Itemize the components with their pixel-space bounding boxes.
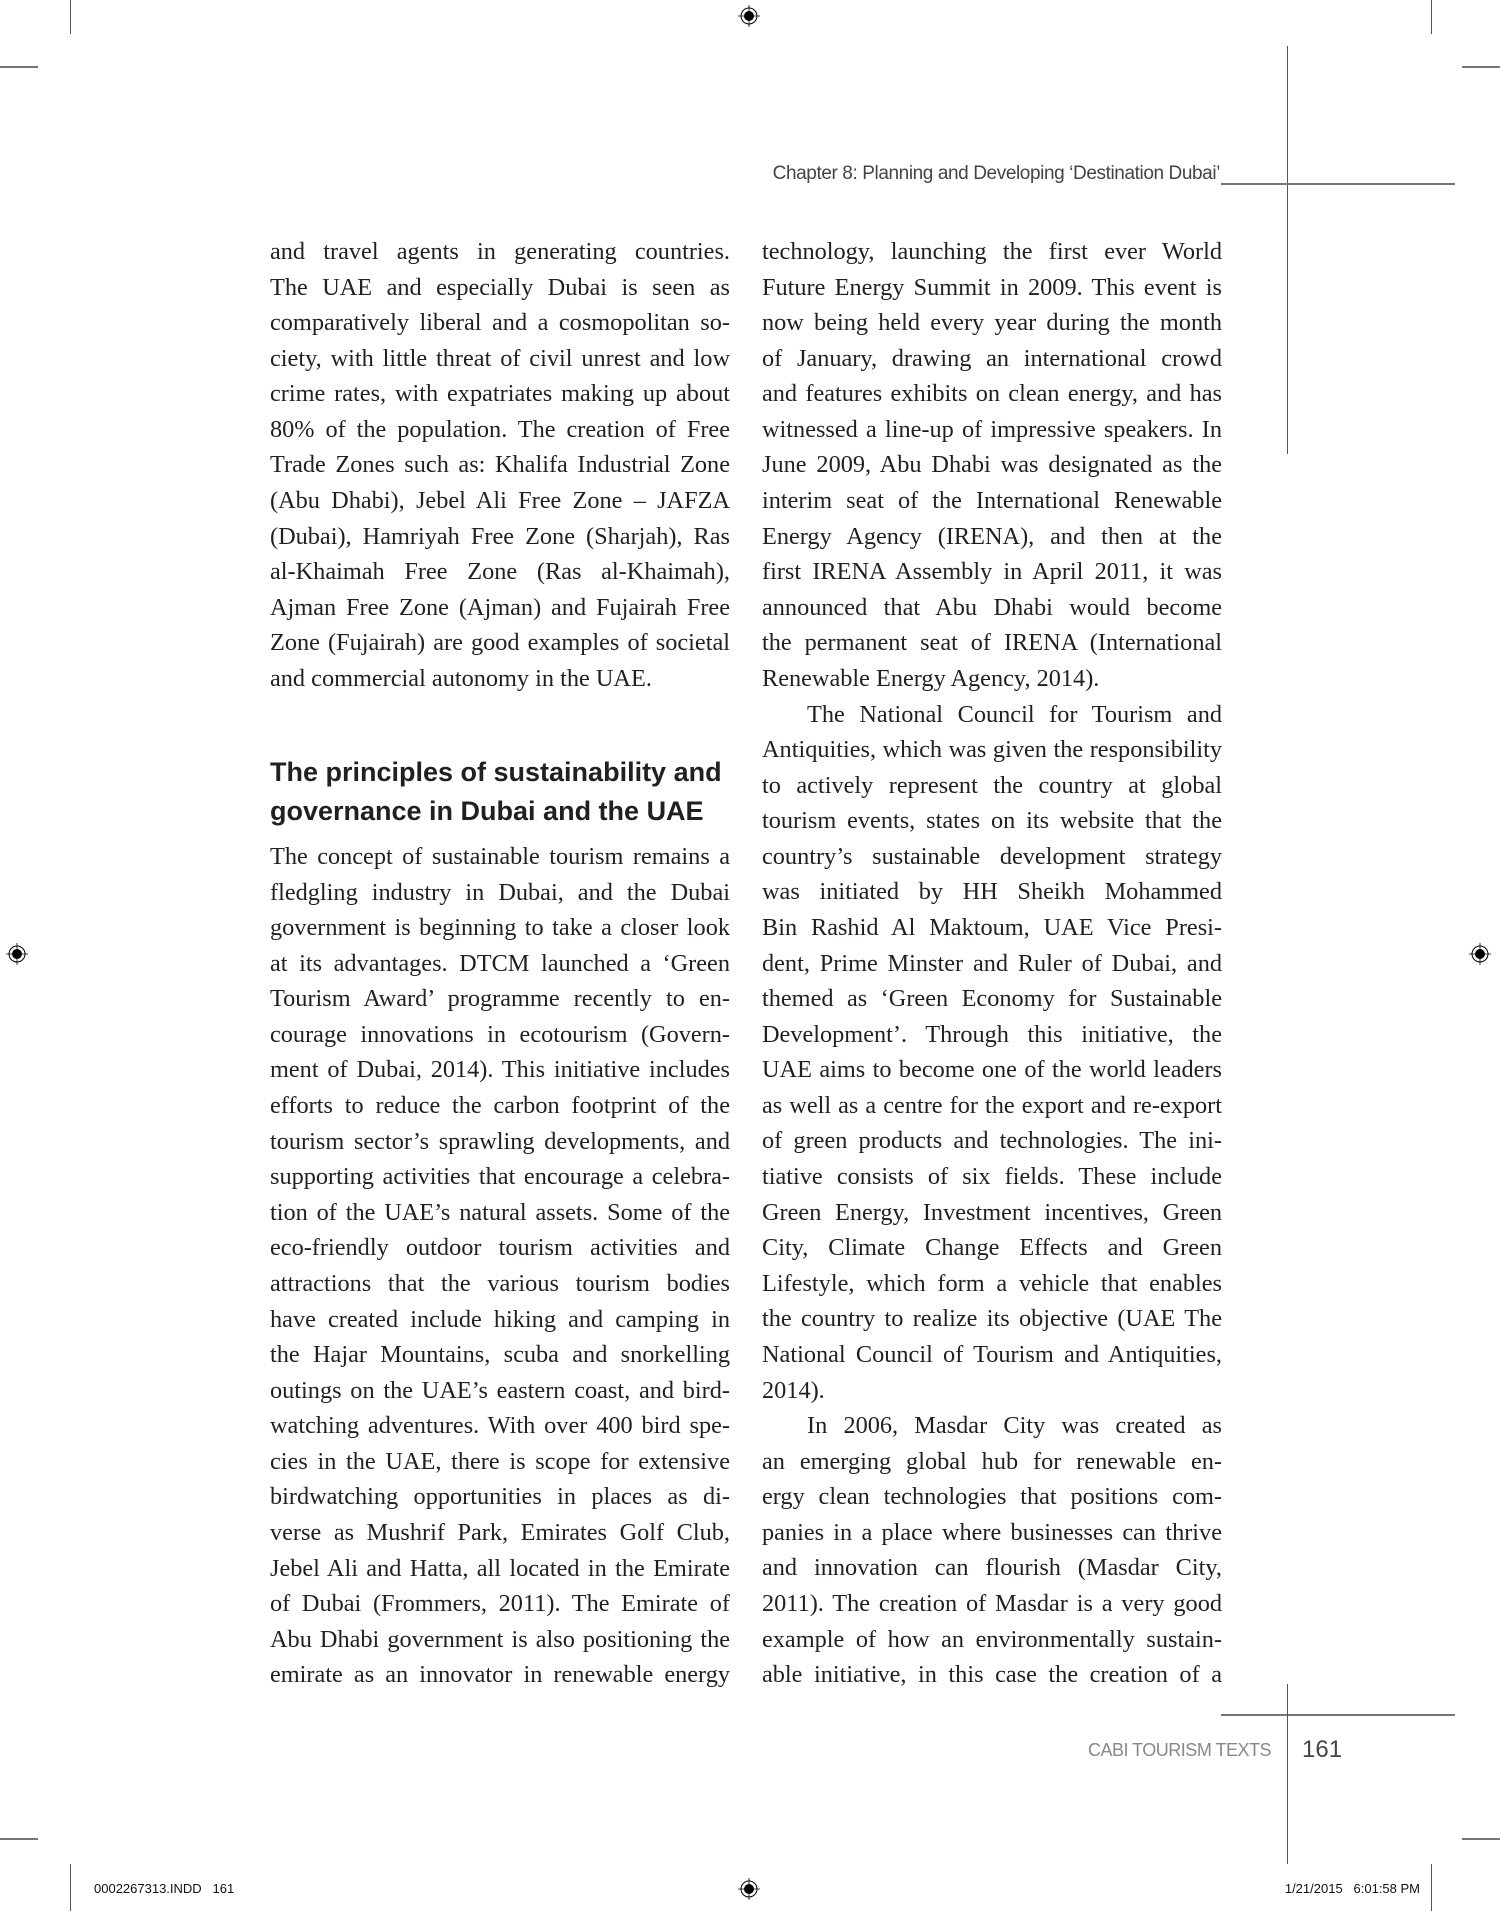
margin-rule bbox=[1287, 1684, 1288, 1864]
text-line: outings on the UAE’s eastern coast, and bird- bbox=[270, 1376, 730, 1404]
text-line: 80% of the population. The creation of Free bbox=[270, 415, 730, 443]
text-line: In 2006, Masdar City was created as bbox=[807, 1412, 1222, 1440]
left-column-paragraph bbox=[270, 234, 730, 697]
page-number: 161 bbox=[1302, 1736, 1343, 1763]
text-line: Tourism Award’ programme recently to en- bbox=[270, 985, 730, 1013]
text-line: an emerging global hub for renewable en- bbox=[762, 1447, 1222, 1475]
text-line: Future Energy Summit in 2009. This event is bbox=[762, 273, 1222, 301]
text-line: tiative consists of six fields. These include bbox=[762, 1163, 1222, 1191]
text-line: 2011). The creation of Masdar is a very good bbox=[762, 1589, 1222, 1617]
text-line: Energy Agency (IRENA), and then at the bbox=[762, 522, 1222, 550]
text-line: The National Council for Tourism and bbox=[807, 700, 1222, 728]
crop-mark bbox=[70, 0, 71, 34]
text-line: of Dubai (Frommers, 2011). The Emirate of bbox=[270, 1590, 730, 1618]
text-line: of January, drawing an international crowd bbox=[762, 344, 1222, 372]
text-line: watching adventures. With over 400 bird spe- bbox=[270, 1412, 730, 1440]
text-line: Ajman Free Zone (Ajman) and Fujairah Free bbox=[270, 593, 730, 621]
text-line: at its advantages. DTCM launched a ‘Green bbox=[270, 949, 730, 977]
crop-mark bbox=[1431, 0, 1432, 34]
text-line: birdwatching opportunities in places as di- bbox=[270, 1483, 730, 1511]
registration-mark-icon bbox=[738, 5, 760, 27]
text-line: of green products and technologies. The ini- bbox=[762, 1127, 1222, 1155]
text-line: example of how an environmentally sustain- bbox=[762, 1625, 1222, 1653]
slug-timestamp: 1/21/2015 6:01:58 PM bbox=[1284, 1881, 1420, 1896]
text-line: technology, launching the first ever World bbox=[762, 238, 1222, 265]
text-line: themed as ‘Green Economy for Sustainable bbox=[762, 985, 1222, 1013]
crop-mark bbox=[1462, 1838, 1500, 1840]
text-line: comparatively liberal and a cosmopolitan so- bbox=[270, 309, 730, 337]
text-line: Antiquities, which was given the responsibility bbox=[762, 736, 1222, 764]
text-line: Jebel Ali and Hatta, all located in the Emirate bbox=[270, 1554, 730, 1582]
footer-rule bbox=[1221, 1714, 1455, 1716]
text-line: Green Energy, Investment incentives, Green bbox=[762, 1198, 1222, 1226]
crop-mark bbox=[1431, 1864, 1432, 1911]
text-line: Zone (Fujairah) are good examples of societal bbox=[270, 629, 730, 657]
registration-mark-icon bbox=[6, 943, 28, 965]
text-line: attractions that the various tourism bodies bbox=[270, 1269, 730, 1297]
crop-mark bbox=[0, 1838, 38, 1840]
text-line: announced that Abu Dhabi would become bbox=[762, 593, 1222, 621]
text-line: Abu Dhabi government is also positioning the bbox=[270, 1625, 730, 1653]
crop-mark bbox=[1462, 66, 1500, 68]
section-heading-line: governance in Dubai and the UAE bbox=[270, 796, 704, 826]
text-line: able initiative, in this case the creation of a bbox=[762, 1661, 1222, 1689]
text-line: Lifestyle, which form a vehicle that enables bbox=[762, 1269, 1222, 1297]
text-line: Bin Rashid Al Maktoum, UAE Vice Presi- bbox=[762, 913, 1222, 941]
text-line: efforts to reduce the carbon footprint of the bbox=[270, 1092, 730, 1120]
text-line: supporting activities that encourage a celebra- bbox=[270, 1163, 730, 1191]
registration-mark-icon bbox=[738, 1878, 760, 1900]
header-rule bbox=[1221, 183, 1455, 185]
text-line: (Dubai), Hamriyah Free Zone (Sharjah), Ras bbox=[270, 522, 730, 550]
text-line: interim seat of the International Renewable bbox=[762, 487, 1222, 515]
right-column bbox=[762, 234, 1222, 1693]
text-line: country’s sustainable development strategy bbox=[762, 842, 1222, 870]
text-line: courage innovations in ecotourism (Govern- bbox=[270, 1020, 730, 1048]
text-line: panies in a place where businesses can thrive bbox=[762, 1518, 1222, 1546]
margin-rule bbox=[1287, 46, 1288, 454]
text-line: the country to realize its objective (UAE The bbox=[762, 1305, 1222, 1333]
series-title: CABI TOURISM TEXTS bbox=[1087, 1740, 1271, 1760]
text-line: City, Climate Change Effects and Green bbox=[762, 1234, 1222, 1262]
text-line: tion of the UAE’s natural assets. Some of the bbox=[270, 1198, 730, 1226]
text-line: 2014). bbox=[762, 1376, 825, 1404]
text-line: and features exhibits on clean energy, and has bbox=[762, 380, 1222, 408]
text-line: The UAE and especially Dubai is seen as bbox=[270, 273, 730, 301]
text-line: the permanent seat of IRENA (International bbox=[762, 629, 1222, 657]
registration-mark-icon bbox=[1469, 943, 1491, 965]
text-line: as well as a centre for the export and re-export bbox=[762, 1091, 1222, 1119]
text-line: and commercial autonomy in the UAE. bbox=[270, 664, 652, 692]
section-heading bbox=[270, 753, 722, 831]
text-line: fledgling industry in Dubai, and the Dubai bbox=[270, 878, 730, 906]
text-line: eco-friendly outdoor tourism activities and bbox=[270, 1234, 730, 1262]
text-line: verse as Mushrif Park, Emirates Golf Club, bbox=[270, 1518, 730, 1546]
text-line: government is beginning to take a closer look bbox=[270, 914, 730, 942]
text-line: tourism events, states on its website that the bbox=[762, 807, 1222, 835]
slug-filename: 0002267313.INDD 161 bbox=[94, 1881, 235, 1896]
text-line: The concept of sustainable tourism remains a bbox=[270, 843, 730, 870]
text-line: Renewable Energy Agency, 2014). bbox=[762, 664, 1100, 692]
text-line: emirate as an innovator in renewable energy bbox=[270, 1661, 730, 1689]
text-line: Trade Zones such as: Khalifa Industrial Zone bbox=[270, 451, 730, 479]
text-line: dent, Prime Minster and Ruler of Dubai, and bbox=[762, 949, 1222, 977]
text-line: ciety, with little threat of civil unrest and low bbox=[270, 344, 730, 372]
running-head: Chapter 8: Planning and Developing ‘Destination Dubai’ bbox=[772, 163, 1220, 184]
text-line: first IRENA Assembly in April 2011, it was bbox=[762, 558, 1222, 586]
text-line: National Council of Tourism and Antiquities, bbox=[762, 1340, 1222, 1368]
text-line: al-Khaimah Free Zone (Ras al-Khaimah), bbox=[270, 558, 730, 586]
text-line: the Hajar Mountains, scuba and snorkelling bbox=[270, 1341, 730, 1369]
text-line: to actively represent the country at global bbox=[762, 771, 1222, 799]
section-heading-line: The principles of sustainability and bbox=[270, 757, 722, 787]
text-line: and innovation can flourish (Masdar City, bbox=[762, 1554, 1222, 1582]
text-line: crime rates, with expatriates making up about bbox=[270, 380, 730, 408]
text-line: cies in the UAE, there is scope for extensive bbox=[270, 1447, 730, 1475]
text-line: now being held every year during the month bbox=[762, 309, 1222, 337]
text-line: Development’. Through this initiative, the bbox=[762, 1020, 1222, 1048]
text-line: have created include hiking and camping in bbox=[270, 1305, 730, 1333]
text-line: ment of Dubai, 2014). This initiative includes bbox=[270, 1056, 730, 1084]
text-line: witnessed a line-up of impressive speakers. In bbox=[762, 415, 1222, 443]
text-line: June 2009, Abu Dhabi was designated as the bbox=[762, 451, 1222, 479]
text-line: tourism sector’s sprawling developments, and bbox=[270, 1127, 730, 1155]
left-column-paragraph bbox=[270, 839, 730, 1693]
crop-mark bbox=[70, 1864, 71, 1911]
text-line: UAE aims to become one of the world leaders bbox=[762, 1056, 1222, 1084]
text-line: and travel agents in generating countries. bbox=[270, 238, 730, 265]
text-line: was initiated by HH Sheikh Mohammed bbox=[762, 878, 1222, 906]
text-line: (Abu Dhabi), Jebel Ali Free Zone – JAFZA bbox=[270, 487, 730, 515]
text-line: ergy clean technologies that positions com- bbox=[762, 1483, 1222, 1511]
crop-mark bbox=[0, 66, 38, 68]
